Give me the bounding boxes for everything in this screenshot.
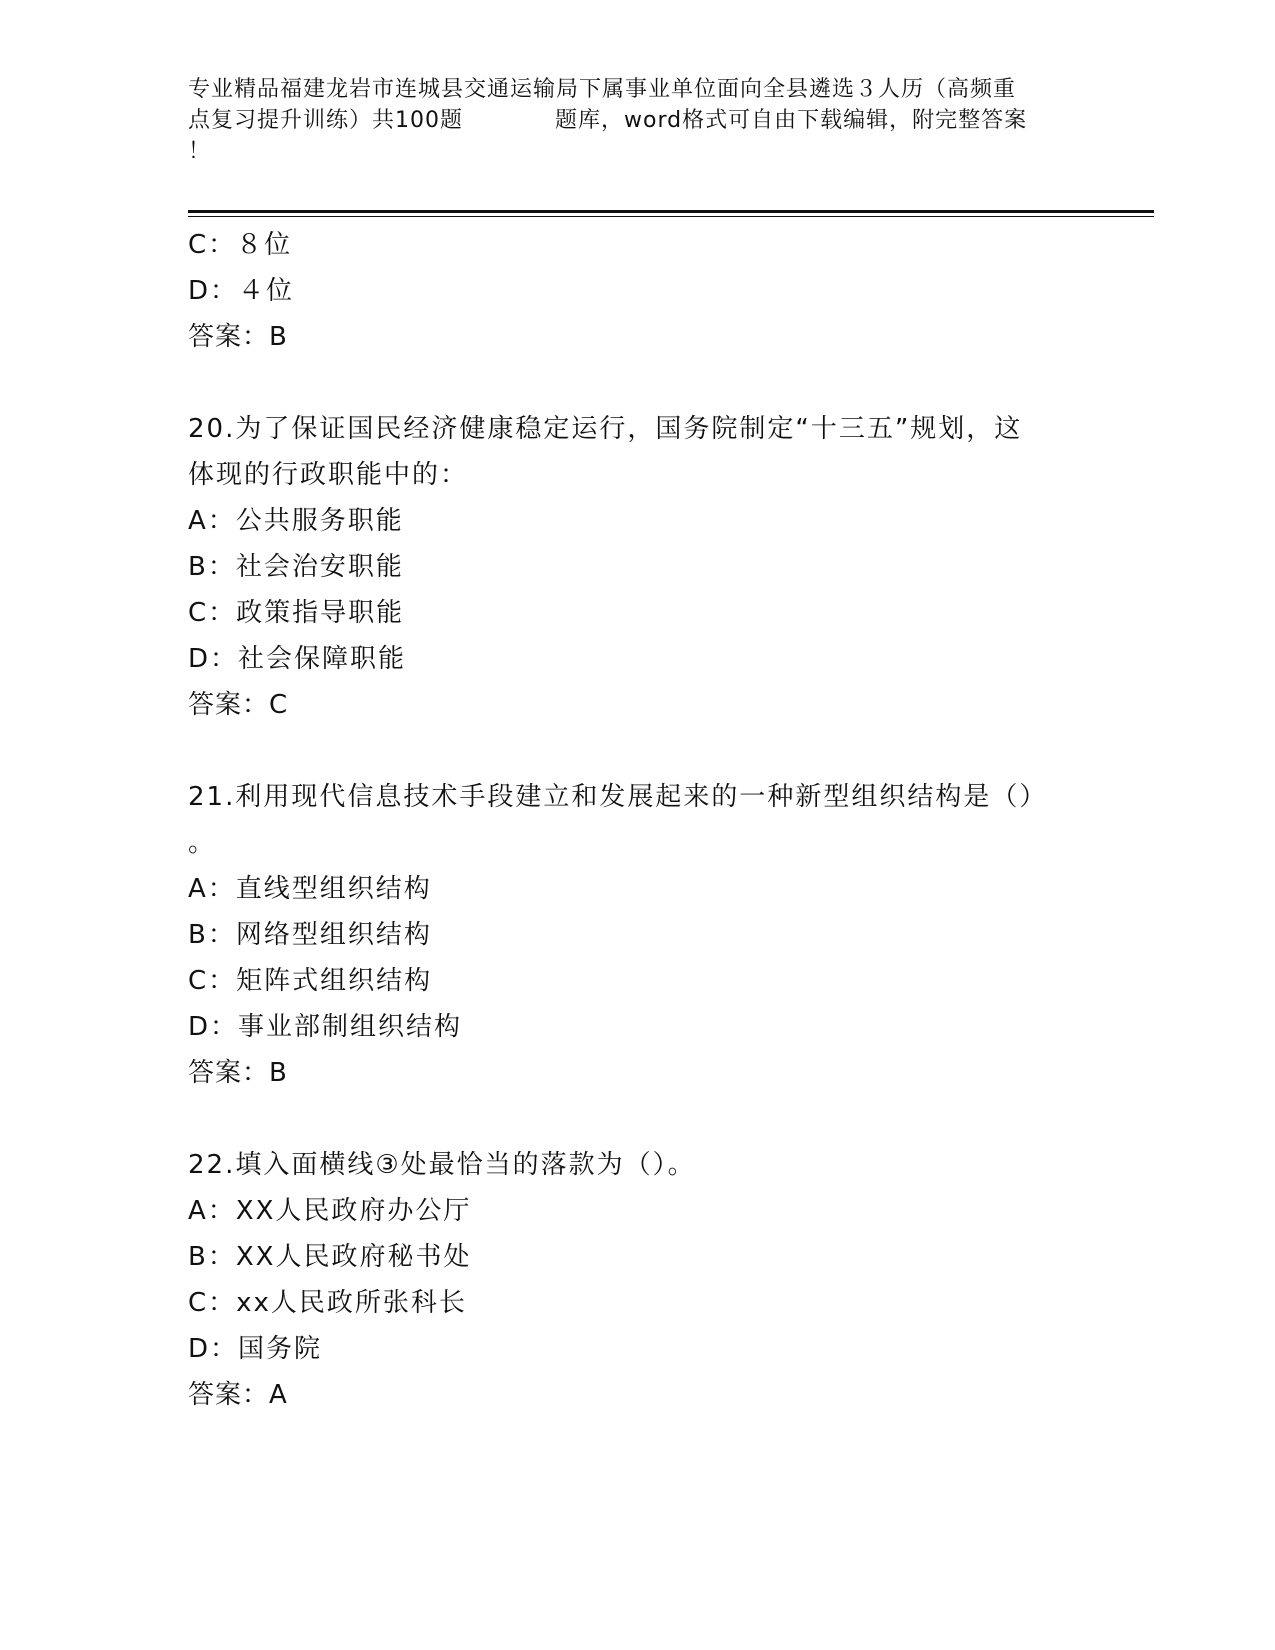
question-19-tail: [188, 222, 1088, 360]
header-divider-thick: [188, 210, 1154, 213]
header-line-2: 点复习提升训练）共100题 题库，word格式可自由下载编辑，附完整答案: [188, 108, 1028, 133]
answer-line: 答案：A: [188, 1380, 288, 1410]
answer-line: 答案：C: [188, 690, 289, 720]
question-list: [188, 222, 1088, 1418]
question-stem-continued: 。: [188, 828, 217, 858]
spacer: [188, 360, 1088, 406]
question-20: [188, 406, 1088, 728]
question-22: [188, 1142, 1088, 1418]
option-c: C：政策指导职能: [188, 598, 405, 628]
question-stem: 21.利用现代信息技术手段建立和发展起来的一种新型组织结构是（）: [188, 782, 1048, 812]
header-line-3: ！: [188, 139, 212, 164]
option-c: C：xx人民政所张科长: [188, 1288, 467, 1318]
option-b: B：网络型组织结构: [188, 920, 432, 950]
document-header: [188, 74, 1088, 167]
option-d: D：国务院: [188, 1334, 323, 1364]
question-21: [188, 774, 1088, 1096]
answer-line: 答案：B: [188, 1058, 288, 1088]
spacer: [188, 728, 1088, 774]
option-c: C：８位: [188, 230, 293, 260]
option-d: D：事业部制组织结构: [188, 1012, 463, 1042]
spacer: [188, 1096, 1088, 1142]
question-stem-continued: 体现的行政职能中的：: [188, 460, 469, 490]
option-d: D：４位: [188, 276, 295, 306]
option-d: D：社会保障职能: [188, 644, 407, 674]
header-line-1: 专业精品福建龙岩市连城县交通运输局下属事业单位面向全县遴选３人历（高频重: [188, 77, 1017, 102]
option-a: A：直线型组织结构: [188, 874, 432, 904]
header-divider-thin: [188, 216, 1154, 217]
answer-line: 答案：B: [188, 322, 288, 352]
question-stem: 20.为了保证国民经济健康稳定运行，国务院制定“十三五”规划，这: [188, 414, 1023, 444]
option-a: A：XX人民政府办公厅: [188, 1196, 472, 1226]
option-a: A：公共服务职能: [188, 506, 404, 536]
option-b: B：XX人民政府秘书处: [188, 1242, 472, 1272]
question-stem: 22.填入面横线③处最恰当的落款为（）。: [188, 1150, 696, 1180]
option-b: B：社会治安职能: [188, 552, 404, 582]
option-c: C：矩阵式组织结构: [188, 966, 433, 996]
